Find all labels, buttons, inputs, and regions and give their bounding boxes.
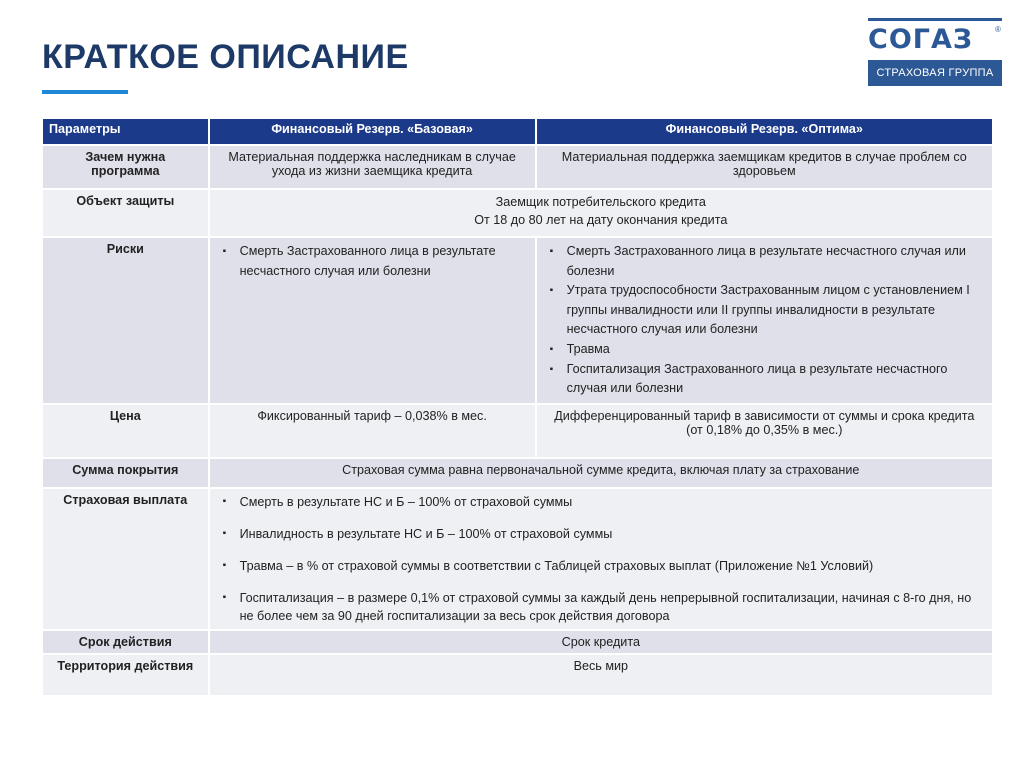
row-label: Срок действия [42, 630, 209, 654]
risks-basic [209, 237, 536, 404]
list-item: ▪ Инвалидность в результате НС и Б – 100% от страховой суммы [240, 525, 984, 543]
logo-name: СОГАЗ [868, 24, 974, 55]
header-optima: Финансовый Резерв. «Оптима» [536, 118, 993, 145]
row-label: Риски [42, 237, 209, 404]
term-value: Срок кредита [209, 630, 993, 654]
row-price [42, 404, 993, 458]
list-item: ▪ Утрата трудоспособности Застрахованным лицом с установлением I группы инвалидности или II группы инвалидности в результате несчастного случая или болезни [567, 281, 984, 340]
list-item: ▪ Травма – в % от страховой суммы в соответствии с Таблицей страховых выплат (Приложение №1 Условий) [240, 557, 984, 575]
header-basic: Финансовый Резерв. «Базовая» [209, 118, 536, 145]
coverage-value: Страховая сумма равна первоначальной сумме кредита, включая плату за страхование [209, 458, 993, 488]
price-optima: Дифференцированный тариф в зависимости от суммы и срока кредита (от 0,18% до 0,35% в мес.) [536, 404, 993, 458]
page-title: КРАТКОЕ ОПИСАНИЕ [42, 38, 409, 76]
why-basic: Материальная поддержка наследникам в случае ухода из жизни заемщика кредита [209, 145, 536, 189]
row-label: Цена [42, 404, 209, 458]
logo-subtitle: СТРАХОВАЯ ГРУППА [868, 60, 1002, 86]
row-territory [42, 654, 993, 696]
row-coverage [42, 458, 993, 488]
list-item: ▪ Смерть Застрахованного лица в результате несчастного случая или болезни [567, 242, 984, 281]
row-label: Зачем нужна программа [42, 145, 209, 189]
territory-value: Весь мир [209, 654, 993, 696]
object-line-2: От 18 до 80 лет на дату окончания кредита [474, 212, 728, 227]
row-label: Объект защиты [42, 189, 209, 237]
title-underline [42, 90, 128, 94]
summary-table [41, 117, 994, 697]
company-logo [868, 18, 1002, 86]
list-item: ▪ Смерть Застрахованного лица в результате несчастного случая или болезни [240, 242, 527, 281]
price-basic: Фиксированный тариф – 0,038% в мес. [209, 404, 536, 458]
table-header-row [42, 118, 993, 145]
row-risks [42, 237, 993, 404]
row-payout [42, 488, 993, 630]
list-item: ▪ Госпитализация Застрахованного лица в результате несчастного случая или болезни [567, 360, 984, 399]
row-label: Страховая выплата [42, 488, 209, 630]
object-line-1: Заемщик потребительского кредита [495, 195, 706, 209]
row-term [42, 630, 993, 654]
list-item: ▪ Травма [567, 340, 984, 360]
row-why [42, 145, 993, 189]
list-item: ▪ Смерть в результате НС и Б – 100% от страховой суммы [240, 493, 984, 511]
row-label: Территория действия [42, 654, 209, 696]
header-parameters: Параметры [42, 118, 209, 145]
row-label: Сумма покрытия [42, 458, 209, 488]
why-optima: Материальная поддержка заемщикам кредитов в случае проблем со здоровьем [536, 145, 993, 189]
risks-optima [536, 237, 993, 404]
payout-value [209, 488, 993, 630]
row-object [42, 189, 993, 237]
list-item: ▪ Госпитализация – в размере 0,1% от страховой суммы за каждый день непрерывной госпитализации, начиная с 8-го дня, но не более чем за 90 дней госпитализации за весь срок действия договора [240, 589, 984, 625]
logo-topline [868, 18, 1002, 21]
object-value [209, 189, 993, 237]
logo-registered-mark: ® [995, 25, 1001, 34]
